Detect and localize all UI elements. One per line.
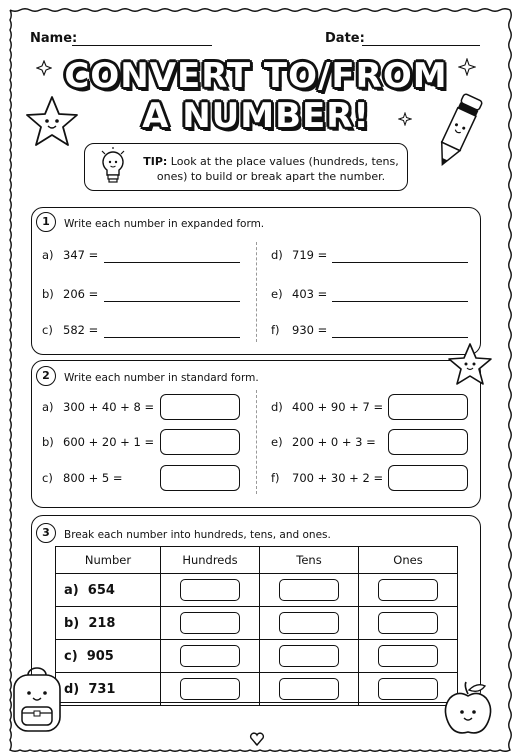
item-letter: a) bbox=[42, 400, 54, 414]
section-number: 1 bbox=[36, 212, 56, 232]
ones-cell bbox=[359, 607, 458, 640]
answer-box[interactable] bbox=[378, 612, 438, 634]
row-number bbox=[56, 673, 161, 706]
section-instruction: Break each number into hundreds, tens, and ones. bbox=[64, 529, 331, 541]
answer-box[interactable] bbox=[160, 465, 240, 491]
answer-box[interactable] bbox=[180, 645, 240, 667]
row-value: 731 bbox=[88, 681, 116, 697]
tip-text bbox=[141, 154, 401, 184]
item-letter: d) bbox=[271, 400, 283, 414]
date-field[interactable] bbox=[362, 45, 480, 46]
item-value: 700 + 30 + 2 = bbox=[292, 471, 384, 485]
answer-box[interactable] bbox=[180, 678, 240, 700]
section-number: 3 bbox=[36, 523, 56, 543]
answer-box[interactable] bbox=[180, 612, 240, 634]
answer-line[interactable] bbox=[332, 301, 468, 302]
item-letter: d) bbox=[271, 248, 283, 262]
row-value: 218 bbox=[88, 615, 116, 631]
column-header: Number bbox=[56, 547, 161, 574]
answer-box[interactable] bbox=[279, 678, 339, 700]
item-letter: b) bbox=[42, 435, 54, 449]
hundreds-cell bbox=[161, 673, 260, 706]
answer-line[interactable] bbox=[332, 337, 468, 338]
item-value: 403 = bbox=[292, 287, 328, 301]
tip-body: Look at the place values (hundreds, tens, ones) to build or break apart the number. bbox=[156, 155, 399, 183]
item-value: 600 + 20 + 1 = bbox=[63, 435, 155, 449]
item-value: 930 = bbox=[292, 323, 328, 337]
answer-box[interactable] bbox=[160, 429, 240, 455]
item-letter: e) bbox=[271, 287, 283, 301]
answer-box[interactable] bbox=[180, 579, 240, 601]
table-row bbox=[56, 607, 458, 640]
item-value: 347 = bbox=[63, 248, 99, 262]
answer-box[interactable] bbox=[378, 645, 438, 667]
item-letter: e) bbox=[271, 435, 283, 449]
row-number bbox=[56, 574, 161, 607]
pencil-icon bbox=[432, 88, 484, 174]
item-letter: f) bbox=[271, 471, 280, 485]
name-field[interactable] bbox=[72, 45, 212, 46]
row-value: 654 bbox=[87, 582, 115, 598]
item-letter: b) bbox=[42, 287, 54, 301]
item-value: 200 + 0 + 3 = bbox=[292, 435, 376, 449]
table-row bbox=[56, 673, 458, 706]
answer-box[interactable] bbox=[388, 465, 468, 491]
column-header: Hundreds bbox=[161, 547, 260, 574]
tip-label: TIP: bbox=[143, 155, 168, 168]
sparkle-icon bbox=[458, 58, 476, 76]
item-letter: f) bbox=[271, 323, 280, 337]
ones-cell bbox=[359, 640, 458, 673]
item-letter: a) bbox=[42, 248, 54, 262]
item-value: 719 = bbox=[292, 248, 328, 262]
star-icon bbox=[447, 342, 493, 386]
sparkle-icon bbox=[398, 112, 412, 126]
hundreds-cell bbox=[161, 607, 260, 640]
row-letter: a) bbox=[64, 582, 79, 598]
table-row bbox=[56, 574, 458, 607]
row-number bbox=[56, 607, 161, 640]
answer-box[interactable] bbox=[279, 579, 339, 601]
item-letter: c) bbox=[42, 471, 53, 485]
column-divider bbox=[256, 390, 257, 494]
section-number: 2 bbox=[36, 366, 56, 386]
title-line2: A NUMBER! bbox=[142, 96, 370, 136]
apple-icon bbox=[440, 680, 496, 738]
hundreds-cell bbox=[161, 574, 260, 607]
item-value: 300 + 40 + 8 = bbox=[63, 400, 155, 414]
table-header-row bbox=[56, 547, 458, 574]
item-letter: c) bbox=[42, 323, 53, 337]
section-instruction: Write each number in expanded form. bbox=[64, 218, 265, 230]
answer-box[interactable] bbox=[378, 678, 438, 700]
sparkle-icon bbox=[36, 60, 52, 76]
backpack-icon bbox=[8, 665, 66, 735]
title-line1: CONVERT TO/FROM bbox=[64, 56, 448, 96]
column-header: Ones bbox=[359, 547, 458, 574]
heart-icon bbox=[249, 731, 265, 747]
column-divider bbox=[256, 242, 257, 342]
tens-cell bbox=[260, 607, 359, 640]
tip-box bbox=[84, 143, 408, 191]
table-row bbox=[56, 640, 458, 673]
row-letter: d) bbox=[64, 681, 80, 697]
row-letter: b) bbox=[64, 615, 80, 631]
hundreds-cell bbox=[161, 640, 260, 673]
answer-box[interactable] bbox=[279, 612, 339, 634]
answer-line[interactable] bbox=[104, 337, 240, 338]
answer-box[interactable] bbox=[388, 394, 468, 420]
place-value-table bbox=[55, 546, 458, 706]
row-letter: c) bbox=[64, 648, 78, 664]
item-value: 582 = bbox=[63, 323, 99, 337]
answer-box[interactable] bbox=[160, 394, 240, 420]
answer-box[interactable] bbox=[388, 429, 468, 455]
answer-box[interactable] bbox=[279, 645, 339, 667]
section-instruction: Write each number in standard form. bbox=[64, 372, 259, 384]
star-icon bbox=[25, 95, 79, 147]
ones-cell bbox=[359, 574, 458, 607]
tens-cell bbox=[260, 673, 359, 706]
column-header: Tens bbox=[260, 547, 359, 574]
answer-box[interactable] bbox=[378, 579, 438, 601]
row-number bbox=[56, 640, 161, 673]
name-label: Name: bbox=[30, 31, 78, 46]
lightbulb-icon bbox=[99, 147, 127, 185]
date-label: Date: bbox=[325, 31, 365, 46]
tens-cell bbox=[260, 574, 359, 607]
item-value: 400 + 90 + 7 = bbox=[292, 400, 384, 414]
answer-line[interactable] bbox=[332, 262, 468, 263]
item-value: 206 = bbox=[63, 287, 99, 301]
item-value: 800 + 5 = bbox=[63, 471, 123, 485]
tens-cell bbox=[260, 640, 359, 673]
answer-line[interactable] bbox=[104, 262, 240, 263]
answer-line[interactable] bbox=[104, 301, 240, 302]
row-value: 905 bbox=[86, 648, 114, 664]
